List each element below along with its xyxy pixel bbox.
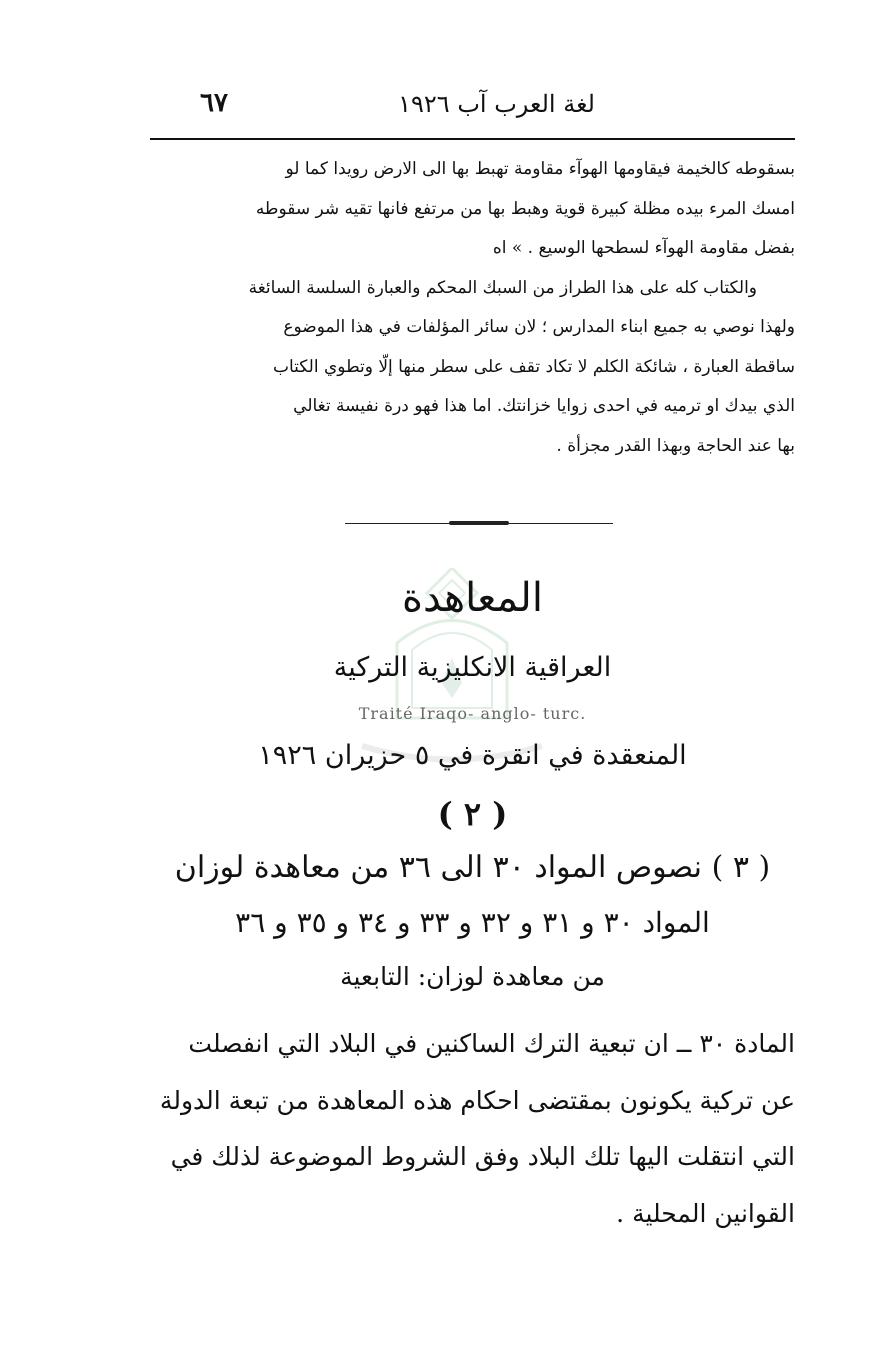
treaty-subtitle: العراقية الانكليزية التركية (333, 652, 612, 683)
treaty-french-title: Traité Iraqo- anglo- turc. (358, 704, 587, 723)
article-line: المادة ٣٠ ــ ان تبعية الترك الساكنين في البلاد التي انفصلت (188, 1029, 795, 1058)
section-heading: ( ٣ ) نصوص المواد ٣٠ الى ٣٦ من معاهدة لوزان (174, 850, 771, 885)
review-line: الذي بيدك او ترميه في احدى زوايا خزانتك. اما هذا فهو درة نفيسة تغالي (293, 396, 795, 416)
divider-ornament (449, 521, 509, 525)
treaty-date-line: المنعقدة في انقرة في ٥ حزيران ١٩٢٦ (258, 740, 687, 771)
header-rule (150, 138, 795, 140)
part-number: ( ٢ ) (437, 795, 508, 833)
page-header (150, 86, 795, 130)
review-line: بفضل مقاومة الهوآء لسطحها الوسيع . » اه (492, 238, 795, 258)
running-title: لغة العرب آب ١٩٢٦ (398, 90, 595, 118)
book-review-text (150, 150, 795, 466)
review-line: بسقوطه كالخيمة فيقاومها الهوآء مقاومة تهبط بها الى الارض رويدا كما لو (285, 159, 795, 179)
article-line: عن تركية يكونون بمقتضى احكام هذه المعاهدة من تبعة الدولة (159, 1085, 795, 1115)
article-line: القوانين المحلية . (616, 1198, 795, 1228)
treaty-title: المعاهدة (402, 575, 543, 621)
articles-line: المواد ٣٠ و ٣١ و ٣٢ و ٣٣ و ٣٤ و ٣٥ و ٣٦ (235, 906, 710, 939)
review-line: ولهذا نوصي به جميع ابناء المدارس ؛ لان سائر المؤلفات في هذا الموضوع (283, 317, 795, 337)
review-line: ساقطة العبارة ، شائكة الكلم لا تكاد تقف على سطر منها إلّا وتطوي الكتاب (272, 356, 795, 377)
review-line: امسك المرء بيده مظلة كبيرة قوية وهبط بها من مرتفع فانها تقيه شر سقوطه (255, 198, 795, 219)
article-30-text (150, 1016, 795, 1242)
page-number: ٦٧ (200, 88, 228, 118)
article-line: التي انتقلت اليها تلك البلاد وفق الشروط الموضوعة لذلك في (170, 1142, 795, 1171)
review-line: بها عند الحاجة وبهذا القدر مجزأة . (556, 435, 795, 456)
review-line: والكتاب كله على هذا الطراز من السبك المحكم والعبارة السلسة السائغة (248, 277, 757, 298)
source-line: من معاهدة لوزان: التابعية (340, 962, 605, 991)
section-divider (345, 523, 613, 524)
